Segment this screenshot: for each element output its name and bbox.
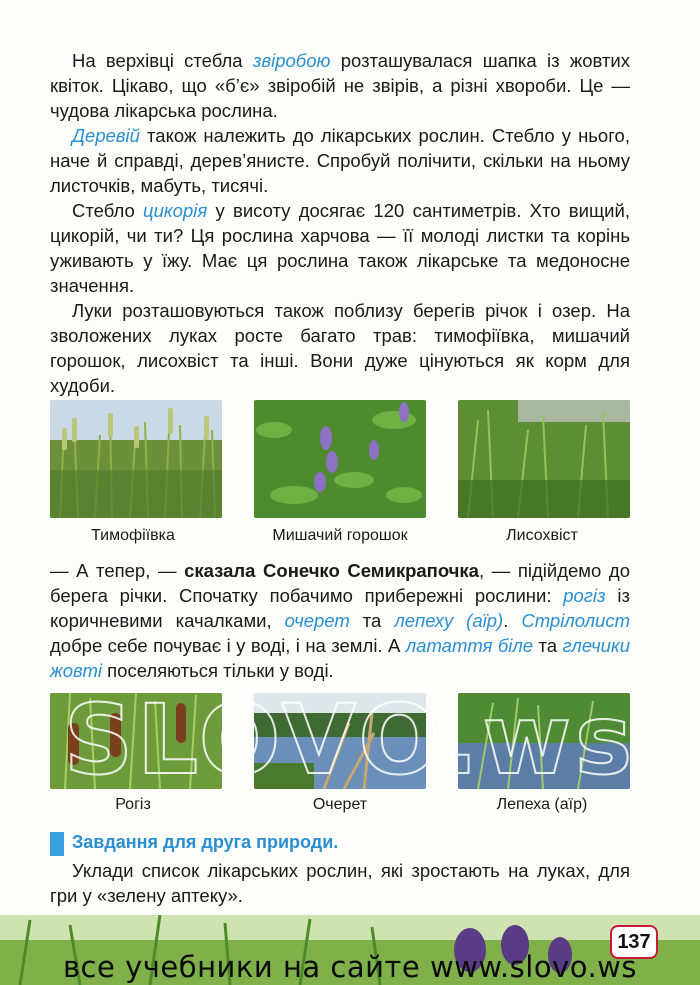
highlight-plant-name: звіробою	[252, 50, 331, 71]
highlight-plant-name: глечики жовті	[50, 635, 630, 681]
photo-vetch	[254, 400, 426, 518]
caption-cattail: Рогіз	[115, 796, 151, 813]
photo-timothy-grass	[50, 400, 222, 518]
text-segment: — А тепер, —	[50, 560, 185, 581]
caption-vetch: Мишачий горошок	[272, 527, 408, 544]
highlight-plant-name: очерет	[284, 610, 350, 631]
text-segment: та	[349, 610, 395, 631]
site-banner: все учебники на сайте www.slovo.ws	[62, 950, 638, 984]
highlight-plant-name: Стрілолист	[521, 610, 631, 631]
highlight-plant-name: рогіз	[563, 585, 606, 606]
photo-reed	[254, 693, 426, 789]
text-segment: у висоту досягає 120 сантиметрів. Хто вищий, цикорій, чи ти? Ця рослина харчова — її молоді листки та корінь уживають у їжу. Має ця рослина також лікарське та медоносне значення.	[50, 200, 630, 296]
paragraph-chicory	[50, 198, 630, 298]
page-number: 137	[610, 925, 658, 959]
paragraph-river-plants	[50, 558, 630, 683]
text-segment: із коричневими качалками,	[50, 585, 631, 631]
text-segment: розташувалася шапка із жовтих квіток. Цікаво, що «б’є» звіробій не звірів, а різні хвороби. Це — чудова лікарська рослина.	[50, 50, 630, 121]
text-segment: Стебло	[72, 200, 144, 221]
text-segment: поселяються тільки у воді.	[102, 660, 334, 681]
text-segment: , — підійдемо до берега річки. Спочатку побачимо прибережні рослини:	[50, 560, 630, 606]
paragraph-yarrow	[50, 123, 630, 198]
highlight-plant-name: латаття біле	[405, 635, 534, 656]
text-segment: Луки розташовуються також поблизу берегів річок і озер. На зволожених луках росте багато трав: тимофіївка, мишачий горошок, лисохвіст та інші. Вони дуже цінуються як корм для худоби.	[50, 300, 630, 396]
caption-calamus: Лепеха (аїр)	[496, 796, 588, 813]
speaker-name: сказала Сонечко Семикрапочка	[184, 560, 479, 581]
text-segment: та	[533, 635, 563, 656]
text-segment: На верхівці стебла	[72, 50, 253, 71]
text-segment: також належить до лікарських рослин. Стебло у нього, наче й справді, дерев’янисте. Спробуй полічити, скільки на ньому листочків, мабуть, тисячі.	[50, 125, 630, 196]
task-marker	[50, 832, 64, 856]
paragraph-st-johns-wort	[50, 48, 630, 123]
caption-foxtail: Лисохвіст	[506, 527, 578, 544]
task-text: Уклади список лікарських рослин, які зростають на луках, для гри у «зелену аптеку».	[50, 860, 630, 906]
caption-reed: Очерет	[312, 796, 368, 813]
task-title: Завдання для друга природи.	[72, 832, 339, 852]
photo-cattail	[50, 693, 222, 789]
text-segment: добре себе почуває і у воді, і на землі. А	[50, 635, 406, 656]
text-segment: .	[503, 610, 522, 631]
caption-timothy: Тимофіївка	[91, 527, 175, 544]
photo-calamus	[458, 693, 630, 789]
highlight-plant-name: лепеху (аїр)	[394, 610, 504, 631]
highlight-plant-name: цикорія	[143, 200, 208, 221]
paragraph-meadows	[50, 298, 630, 398]
highlight-plant-name: Деревій	[72, 125, 140, 146]
photo-foxtail	[458, 400, 630, 518]
